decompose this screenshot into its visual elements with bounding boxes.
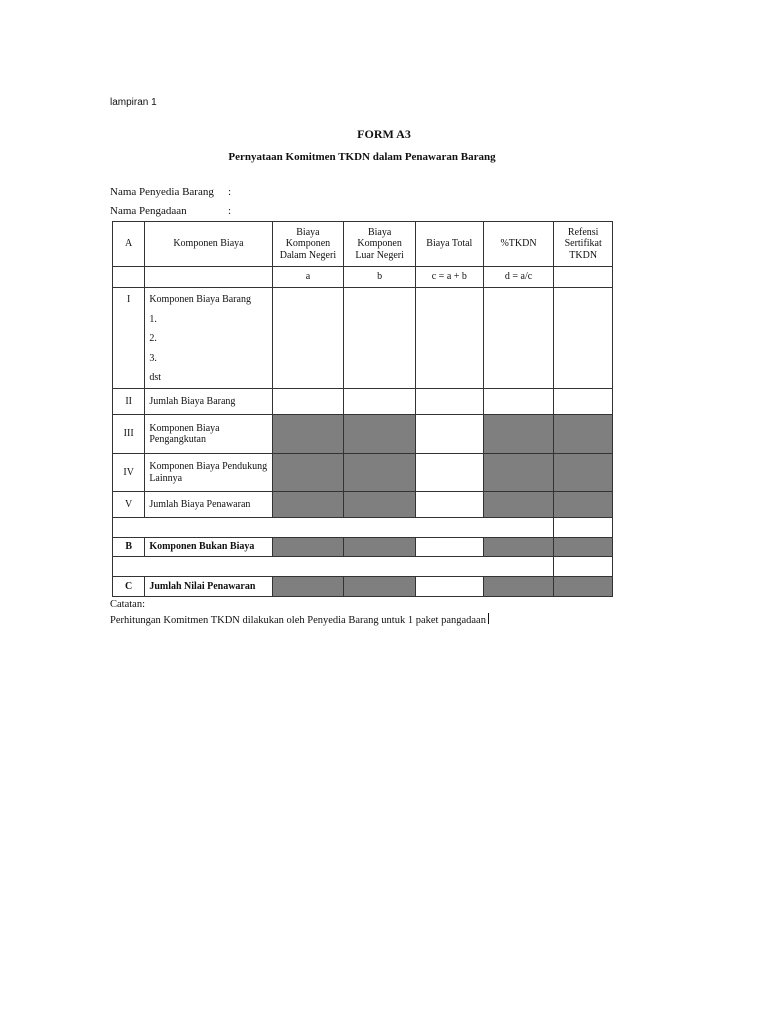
row-label: Jumlah Biaya Barang [145,389,272,415]
shaded-cell [344,577,416,597]
notes-text-line[interactable] [110,613,489,626]
shaded-cell [554,577,613,597]
notes-text: Perhitungan Komitmen TKDN dilakukan oleh Penyedia Barang untuk 1 paket pangadaan [110,615,486,626]
spacer-row [113,557,613,577]
row-code: I [113,288,145,389]
shaded-cell [272,538,344,557]
shaded-cell [554,538,613,557]
list-item: dst [149,372,161,383]
shaded-cell [483,454,554,492]
shaded-cell [554,492,613,518]
text-cursor [488,613,489,624]
table-row [113,577,613,597]
header-cell: Biaya Total [415,222,483,267]
meta-label: Nama Pengadaan [110,205,187,217]
shaded-cell [483,538,554,557]
shaded-cell [344,538,416,557]
table-row [113,492,613,518]
header-cell: Refensi Sertifikat TKDN [554,222,613,267]
table-row [113,288,613,389]
meta-colon: : [228,186,232,198]
header-cell: Biaya Komponen Luar Negeri [344,222,416,267]
row-code: III [113,415,145,454]
meta-colon: : [228,205,232,217]
formula-row [113,267,613,288]
meta-procurement-row [110,205,231,217]
row-label: Komponen Bukan Biaya [145,538,272,557]
meta-supplier-row [110,186,231,198]
shaded-cell [272,415,344,454]
row-code: II [113,389,145,415]
form-title: FORM A3 [357,127,411,141]
shaded-cell [344,415,416,454]
formula-cell: b [344,267,416,288]
shaded-cell [344,454,416,492]
row-label: Jumlah Biaya Penawaran [145,492,272,518]
shaded-cell [272,492,344,518]
shaded-cell [554,415,613,454]
formula-cell: c = a + b [415,267,483,288]
list-item: 2. [149,333,157,344]
row-label: Jumlah Nilai Penawaran [145,577,272,597]
attachment-label: lampiran 1 [110,97,157,108]
formula-cell: d = a/c [483,267,554,288]
shaded-cell [554,454,613,492]
tkdn-table [112,221,613,597]
header-cell: Biaya Komponen Dalam Negeri [272,222,344,267]
row-code: V [113,492,145,518]
row-label: Komponen Biaya Pendukung Lainnya [145,454,272,492]
notes-heading: Catatan: [110,599,145,610]
list-item: 3. [149,352,157,364]
formula-cell: a [272,267,344,288]
shaded-cell [483,415,554,454]
row-label: Komponen Biaya Barang [149,294,251,305]
table-row [113,415,613,454]
shaded-cell [483,577,554,597]
form-subtitle: Pernyataan Komitmen TKDN dalam Penawaran Barang [228,151,496,163]
table-row [113,454,613,492]
row-label: Komponen Biaya Pengangkutan [145,415,272,454]
spacer-row [113,518,613,538]
table-row [113,389,613,415]
row-code: C [113,577,145,597]
row-label-cell [145,288,272,389]
shaded-cell [344,492,416,518]
list-item: 1. [149,313,157,325]
row-code: IV [113,454,145,492]
meta-label: Nama Penyedia Barang [110,186,214,198]
table-row [113,538,613,557]
header-row [113,222,613,267]
shaded-cell [483,492,554,518]
header-cell: Komponen Biaya [145,222,272,267]
shaded-cell [272,454,344,492]
row-code: B [113,538,145,557]
header-cell: %TKDN [483,222,554,267]
header-cell: A [113,222,145,267]
shaded-cell [272,577,344,597]
